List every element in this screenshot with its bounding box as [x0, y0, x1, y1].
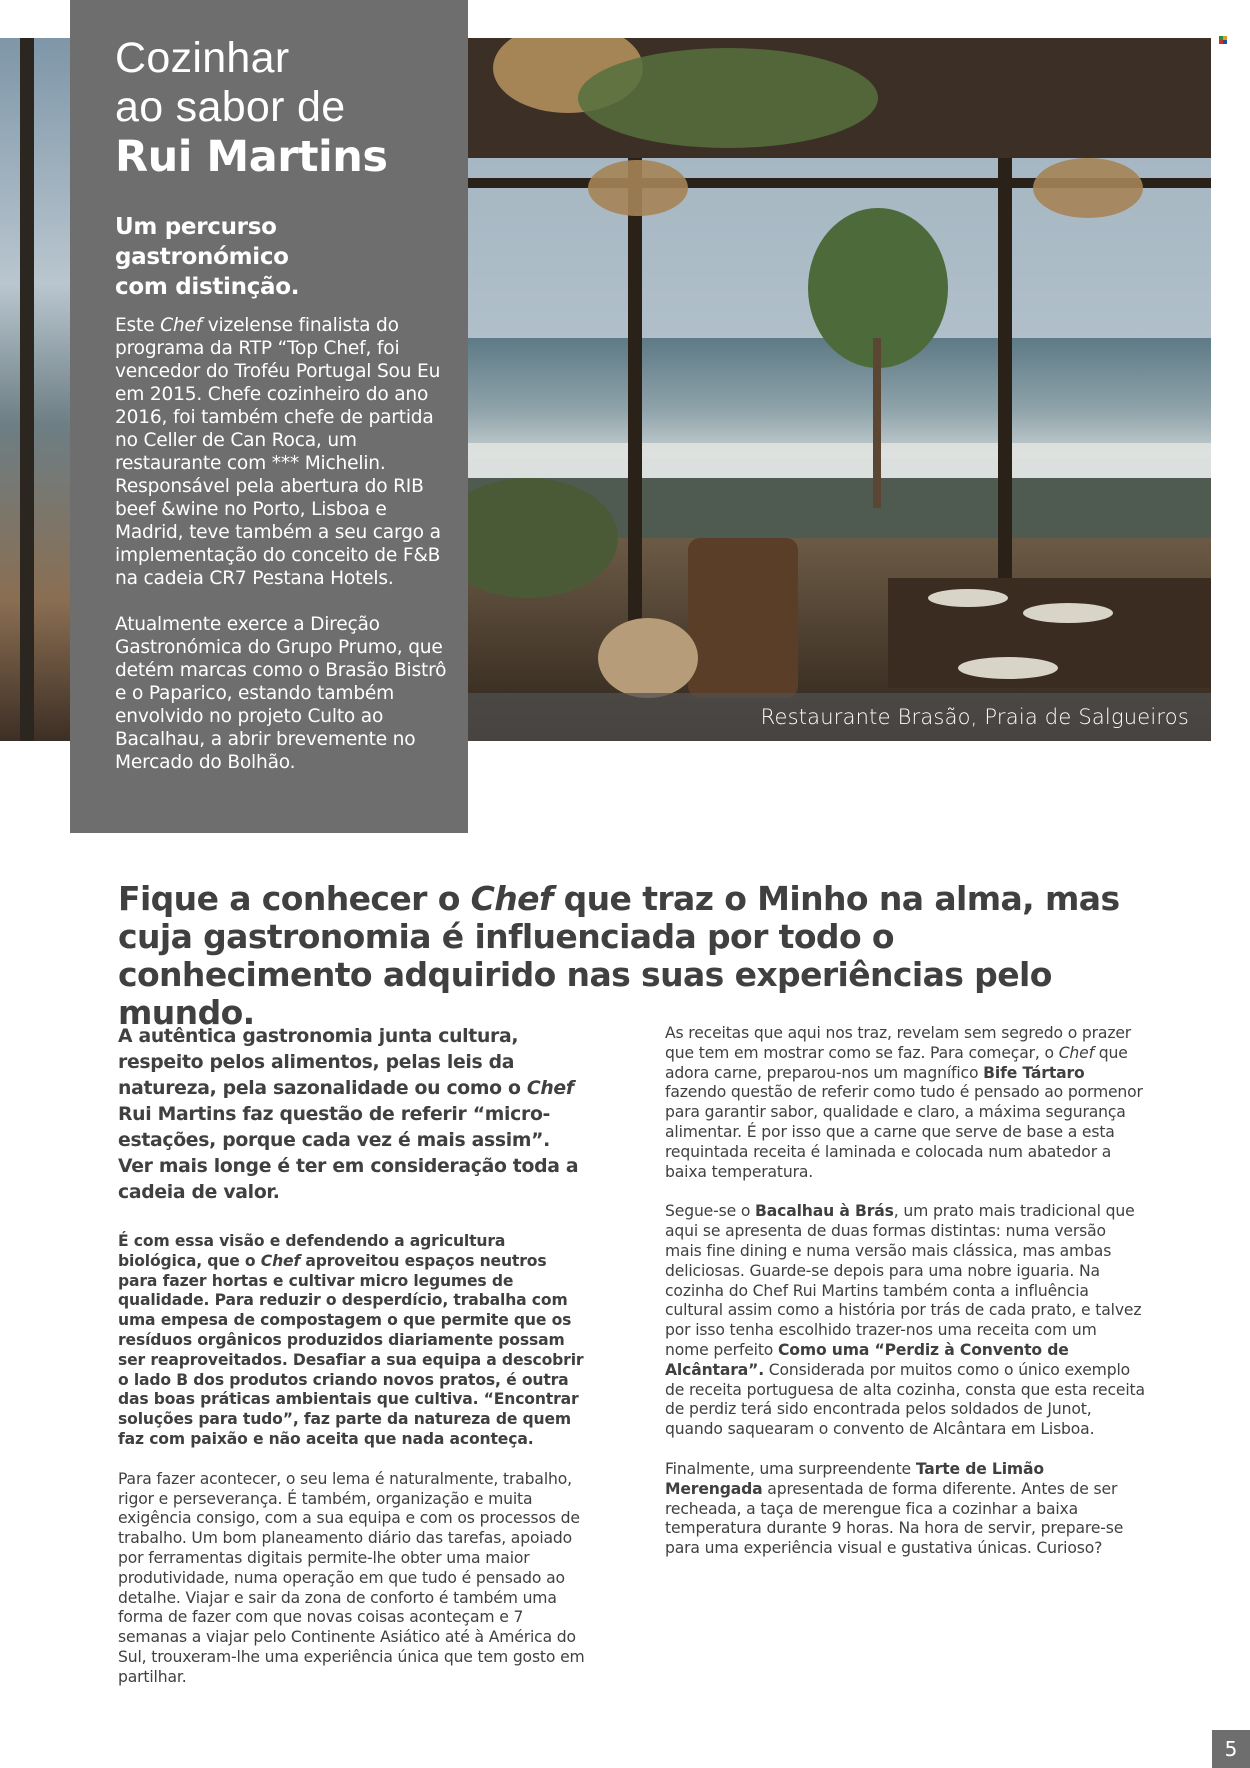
dish-name: Tarte de Limão Merengada — [665, 1459, 1044, 1498]
text-run-italic: Chef — [1058, 1043, 1094, 1062]
sidebar-paragraph-1 — [115, 314, 448, 590]
restaurant-photo-illustration — [468, 38, 1211, 741]
sidebar-title-line2: ao sabor de — [115, 83, 346, 131]
lead-paragraph — [118, 1024, 590, 1206]
sidebar-subtitle-line2: com distinção. — [115, 274, 300, 300]
article-column-right — [665, 1024, 1145, 1579]
article-column-left — [118, 1024, 590, 1708]
text-run-italic: Chef — [260, 1251, 301, 1270]
body-paragraph-3 — [665, 1024, 1145, 1182]
intro-sidebar — [70, 0, 468, 833]
photo-caption-bar — [468, 693, 1211, 741]
dish-name: Como uma “Perdiz à Convento de Alcântara”. — [665, 1340, 1069, 1379]
text-run: vizelense finalista do programa da RTP “Top Chef, foi vencedor do Troféu Portugal Sou Eu em 2015. Chefe cozinheiro do ano 2016, foi também chefe de partida no Celler de Can Roca, um restaurante com *** Michelin. Responsável pela abertura do RIB beef &wine no Porto, Lisboa e Madrid, teve também a seu cargo a implementação do conceito de F&B na cadeia CR7 Pestana Hotels. — [115, 315, 441, 589]
restaurant-photo — [468, 38, 1211, 741]
text-run: Finalmente, uma surpreendente — [665, 1459, 916, 1478]
text-run: Rui Martins faz questão de referir “micro-estações, porque cada vez é mais assim”. Ver mais longe é ter em consideração toda a cadeia de valor. — [118, 1104, 579, 1203]
text-run: apresentada de forma diferente. Antes de ser recheada, a taça de merengue fica a cozinhar a baixa temperatura durante 9 horas. Na hora de servir, prepare-se para uma experiência visual e gustativa únicas. Curioso? — [665, 1479, 1124, 1558]
body-paragraph-5 — [665, 1460, 1145, 1559]
text-run: fazendo questão de referir como tudo é pensado ao pormenor para garantir sabor, qualidade e claro, a máxima segurança alimentar. É por isso que a carne que serve de base a esta requintada receita é laminada e colocada num abatedor a baixa temperatura. — [665, 1083, 1143, 1181]
text-run: Considerada por muitos como o único exemplo de receita portuguesa de alta cozinha, consta que esta receita de perdiz terá sido encontrada pelos soldados de Junot, quando saquearam o convento de Alcântara em Lisboa. — [665, 1360, 1145, 1439]
text-run: Fique a conhecer o — [118, 879, 471, 918]
text-run: Este — [115, 315, 161, 336]
text-run-italic: Chef — [160, 315, 203, 336]
page-number: 5 — [1212, 1730, 1250, 1768]
sidebar-subtitle — [115, 212, 448, 302]
text-run: , um prato mais tradicional que aqui se apresenta de duas formas distintas: numa versão mais fine dining e numa versão mais clássica, mas ambas deliciosas. Guarde-se depois para uma nobre iguaria. Na cozinha do Chef Rui Martins também conta a influência cultural assim como a história por trás de cada prato, e talvez por isso tenha escolhido trazer-nos uma receita com um nome perfeito — [665, 1202, 1142, 1359]
body-paragraph-1 — [118, 1232, 590, 1450]
sidebar-title-name: Rui Martins — [115, 132, 388, 182]
photo-caption: Restaurante Brasão, Praia de Salgueiros — [760, 705, 1189, 729]
text-run: Segue-se o — [665, 1202, 756, 1221]
body-paragraph-2: Para fazer acontecer, o seu lema é naturalmente, trabalho, rigor e perseverança. É também, organização e muita exigência consigo, com a sua equipa e com os processos de trabalho. Um bom planeamento diário das tarefas, apoiado por ferramentas digitais permite-lhe obter uma maior produtividade, numa operação em que tudo é pensado ao detalhe. Viajar e sair da zona de conforto é também uma forma de fazer com que novas coisas aconteçam e 7 semanas a viajar pelo Continente Asiático até à América do Sul, trouxeram-lhe uma experiência única que tem gosto em partilhar. — [118, 1469, 585, 1686]
article-headline — [118, 880, 1128, 1032]
text-run-italic: Chef — [470, 879, 553, 918]
dish-name: Bife Tártaro — [983, 1063, 1085, 1082]
text-run: aproveitou espaços neutros para fazer hortas e cultivar micro legumes de qualidade. Para reduzir o desperdício, trabalha com uma empesa de compostagem o que permite que os resíduos orgânicos produzidos diariamente possam ser reaproveitados. Desafiar a sua equipa a descobrir o lado B dos produtos criando novos pratos, é outra das boas práticas ambientais que cultiva. “Encontrar soluções para tudo”, faz parte da natureza de quem faz com paixão e não aceita que nada aconteça. — [118, 1251, 584, 1448]
text-run: que adora carne, preparou-nos um magnífico — [665, 1043, 1128, 1082]
color-mark-icon — [1219, 36, 1228, 44]
dish-name: Bacalhau à Brás — [755, 1202, 894, 1221]
left-photo-strip — [0, 38, 70, 741]
sidebar-paragraph-2: Atualmente exerce a Direção Gastronómica do Grupo Prumo, que detém marcas como o Brasão Bistrô e o Paparico, estando também envolvido no projeto Culto ao Bacalhau, a abrir brevemente no Mercado do Bolhão. — [115, 614, 447, 773]
text-run: que traz o Minho na alma, mas cuja gastronomia é influenciada por todo o conhecimento adquirido nas suas experiências pelo mundo. — [118, 879, 1120, 1032]
text-run: As receitas que aqui nos traz, revelam sem segredo o prazer que tem em mostrar como se faz. Para começar, o — [665, 1024, 1132, 1062]
sidebar-subtitle-line1: Um percurso gastronómico — [115, 214, 289, 270]
window-frame — [20, 38, 34, 741]
text-run: A autêntica gastronomia junta cultura, respeito pelos alimentos, pelas leis da natureza, pela sazonalidade ou como o — [118, 1026, 527, 1099]
text-run: É com essa visão e defendendo a agricultura biológica, que o — [118, 1232, 506, 1270]
sidebar-title-line1: Cozinhar — [115, 34, 290, 82]
body-paragraph-4 — [665, 1202, 1145, 1440]
text-run-italic: Chef — [526, 1078, 574, 1099]
